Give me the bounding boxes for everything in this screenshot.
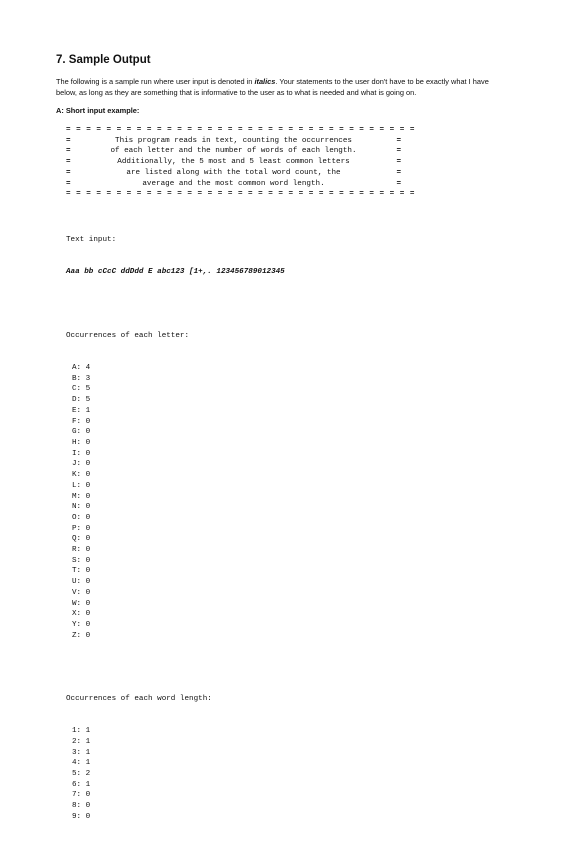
list-item: X: 0 <box>72 610 91 619</box>
list-item: V: 0 <box>72 588 91 597</box>
banner-line: This program reads in text, counting the occurrences <box>115 136 352 145</box>
list-item: P: 0 <box>72 524 91 533</box>
document-page <box>56 54 516 844</box>
subheading: A: Short input example: <box>56 106 140 115</box>
list-item: G: 0 <box>72 428 91 437</box>
word-length-list <box>72 726 516 822</box>
banner-row: = are listed along with the total word count, the = <box>66 168 401 177</box>
list-item: T: 0 <box>72 567 91 576</box>
list-item: 5: 2 <box>72 770 91 779</box>
list-item: B: 3 <box>72 374 91 383</box>
list-item: J: 0 <box>72 460 91 469</box>
banner-row: = of each letter and the number of words of each length. = <box>66 147 401 156</box>
list-item: N: 0 <box>72 503 91 512</box>
banner-line: average and the most common word length. <box>142 179 325 188</box>
list-item: 4: 1 <box>72 759 91 768</box>
list-item: 1: 1 <box>72 727 91 736</box>
intro-text-after: . Your statements to the user don't have to be exactly what I have below, as long as they are something that is informative to the user as to what is needed and what is going on. <box>56 77 489 97</box>
text-input-label: Text input: <box>66 236 117 245</box>
list-item: H: 0 <box>72 438 91 447</box>
text-input-value: Aaa bb cCcC ddDdd E abc123 [1+,. 123456789012345 <box>66 268 285 277</box>
list-item: W: 0 <box>72 599 91 608</box>
intro-paragraph <box>56 76 501 98</box>
banner-line: of each letter and the number of words of each length. <box>110 147 357 156</box>
section-title: 7. Sample Output <box>56 54 151 66</box>
list-item: 2: 1 <box>72 737 91 746</box>
banner-row: = Additionally, the 5 most and 5 least common letters = <box>66 158 401 167</box>
list-item: F: 0 <box>72 417 91 426</box>
intro-emphasis: italics <box>254 77 276 86</box>
list-item: 3: 1 <box>72 748 91 757</box>
list-item: U: 0 <box>72 578 91 587</box>
letter-occurrences <box>66 310 516 663</box>
list-item: M: 0 <box>72 492 91 501</box>
list-item: C: 5 <box>72 385 91 394</box>
banner-row: = This program reads in text, counting the occurrences = <box>66 136 401 145</box>
list-item: O: 0 <box>72 513 91 522</box>
list-item: 8: 0 <box>72 802 91 811</box>
text-input-block <box>66 214 516 300</box>
program-banner <box>66 125 516 200</box>
word-length-heading: Occurrences of each word length: <box>66 695 212 704</box>
list-item: R: 0 <box>72 546 91 555</box>
list-item: S: 0 <box>72 556 91 565</box>
word-length-occurrences <box>66 673 516 844</box>
banner-line: Additionally, the 5 most and 5 least common letters <box>117 158 350 167</box>
banner-border-bottom: = = = = = = = = = = = = = = = = = = = = = = = = = = = = = = = = = = = <box>66 190 415 199</box>
banner-row: = average and the most common word length. = <box>66 179 401 188</box>
list-item: D: 5 <box>72 396 91 405</box>
intro-text-before: The following is a sample run where user input is denoted in <box>56 77 255 86</box>
list-item: Z: 0 <box>72 631 91 640</box>
banner-line: are listed along with the total word count, the <box>126 168 341 177</box>
list-item: A: 4 <box>72 364 91 373</box>
list-item: I: 0 <box>72 449 91 458</box>
banner-border-top: = = = = = = = = = = = = = = = = = = = = = = = = = = = = = = = = = = = <box>66 126 415 134</box>
list-item: K: 0 <box>72 471 91 480</box>
list-item: 7: 0 <box>72 791 91 800</box>
list-item: Q: 0 <box>72 535 91 544</box>
letter-list <box>72 363 516 641</box>
list-item: L: 0 <box>72 481 91 490</box>
list-item: 9: 0 <box>72 812 91 821</box>
list-item: Y: 0 <box>72 620 91 629</box>
letter-occurrences-heading: Occurrences of each letter: <box>66 331 190 340</box>
list-item: E: 1 <box>72 406 91 415</box>
list-item: 6: 1 <box>72 780 91 789</box>
